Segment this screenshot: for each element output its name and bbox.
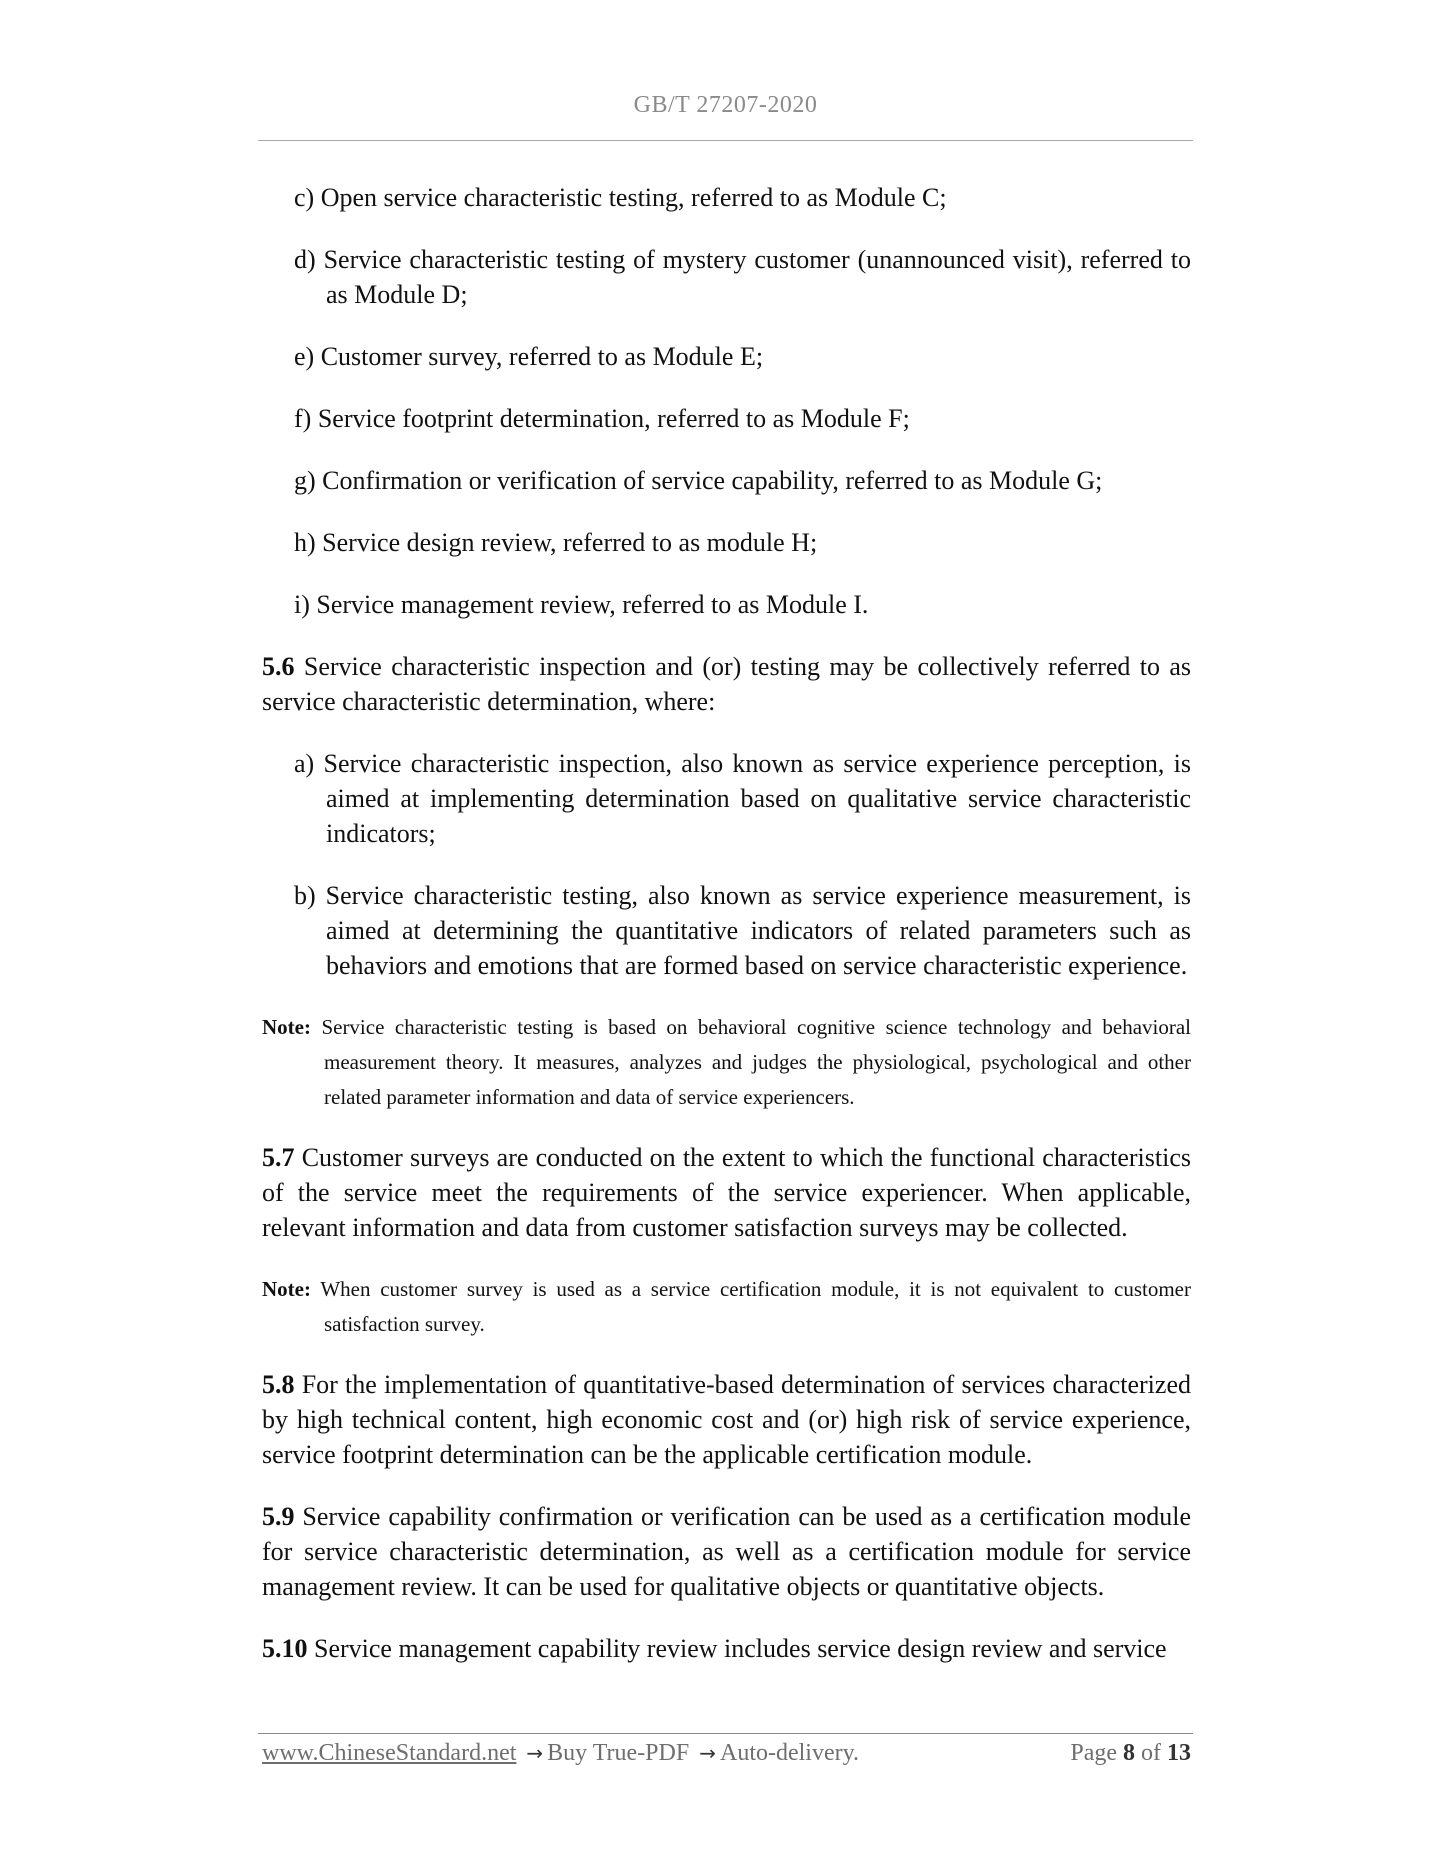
document-header: GB/T 27207-2020 xyxy=(633,92,818,118)
right-arrow-icon: → xyxy=(526,1741,544,1765)
total-pages: 13 xyxy=(1167,1740,1191,1766)
note-label: Note: xyxy=(262,1015,311,1039)
list-item-h: h) Service design review, referred to as module H; xyxy=(294,528,818,557)
page-word: Page xyxy=(1070,1740,1117,1766)
list-item-c: c) Open service characteristic testing, referred to as Module C; xyxy=(294,183,947,212)
list-item-d: d) Service characteristic testing of mystery customer (unannounced visit), referred to as Module D; xyxy=(294,245,1191,309)
clause-text: Customer surveys are conducted on the extent to which the functional characteristics of the service meet the requirements of the service experiencer. When applicable, relevant information and data from customer satisfaction surveys may be collected. xyxy=(262,1143,1191,1242)
clause-5-6-item-a: a) Service characteristic inspection, also known as service experience perception, is aimed at implementing determination based on qualitative service characteristic indicators; xyxy=(294,749,1191,848)
clause-number: 5.6 xyxy=(262,652,295,681)
page-content xyxy=(262,180,1191,1693)
auto-delivery-text: Auto-delivery. xyxy=(719,1740,860,1766)
clause-text: Service characteristic inspection and (or) testing may be collectively referred to as service characteristic determination, where: xyxy=(262,652,1191,716)
website-link[interactable]: www.ChineseStandard.net xyxy=(262,1740,517,1766)
page-footer xyxy=(262,1740,1191,1772)
clause-5-7-note xyxy=(262,1272,1191,1342)
clause-5-10 xyxy=(262,1631,1191,1666)
list-item-e: e) Customer survey, referred to as Module E; xyxy=(294,342,764,371)
clause-5-6-note xyxy=(262,1010,1191,1115)
clause-number: 5.10 xyxy=(262,1634,308,1663)
clause-text: For the implementation of quantitative-based determination of services characterized by high technical content, high economic cost and (or) high risk of service experience, service footprint determination can be the applicable certification module. xyxy=(262,1370,1191,1469)
footer-divider xyxy=(258,1733,1193,1734)
note-text: When customer survey is used as a service certification module, it is not equivalent to customer satisfaction survey. xyxy=(310,1277,1191,1336)
right-arrow-icon: → xyxy=(699,1741,716,1765)
clause-number: 5.7 xyxy=(262,1143,295,1172)
list-item-g: g) Confirmation or verification of service capability, referred to as Module G; xyxy=(294,466,1103,495)
current-page: 8 xyxy=(1123,1740,1135,1766)
clause-number: 5.8 xyxy=(262,1370,295,1399)
page-number xyxy=(1070,1740,1191,1767)
buy-pdf-text: Buy True-PDF xyxy=(547,1740,690,1766)
header-divider xyxy=(258,140,1193,141)
clause-5-6 xyxy=(262,649,1191,719)
note-label: Note: xyxy=(262,1277,311,1301)
list-item-f: f) Service footprint determination, referred to as Module F; xyxy=(294,404,910,433)
note-text: Service characteristic testing is based on behavioral cognitive science technology and behavioral measurement theory. It measures, analyzes and judges the physiological, psychological and other related parameter information and data of service experiencers. xyxy=(310,1015,1191,1109)
footer-links xyxy=(262,1740,859,1767)
clause-5-9 xyxy=(262,1499,1191,1604)
clause-5-8 xyxy=(262,1367,1191,1472)
clause-text: Service management capability review includes service design review and service xyxy=(307,1634,1167,1663)
list-item-i: i) Service management review, referred to as Module I. xyxy=(294,590,869,619)
clause-5-6-item-b: b) Service characteristic testing, also known as service experience measurement, is aimed at determining the quantitative indicators of related parameters such as behaviors and emotions that are formed based on service characteristic experience. xyxy=(294,881,1191,980)
clause-number: 5.9 xyxy=(262,1502,295,1531)
of-word: of xyxy=(1141,1740,1161,1766)
clause-5-7 xyxy=(262,1140,1191,1245)
clause-text: Service capability confirmation or verification can be used as a certification module for service characteristic determination, as well as a certification module for service management review. It can be used for qualitative objects or quantitative objects. xyxy=(262,1502,1191,1601)
